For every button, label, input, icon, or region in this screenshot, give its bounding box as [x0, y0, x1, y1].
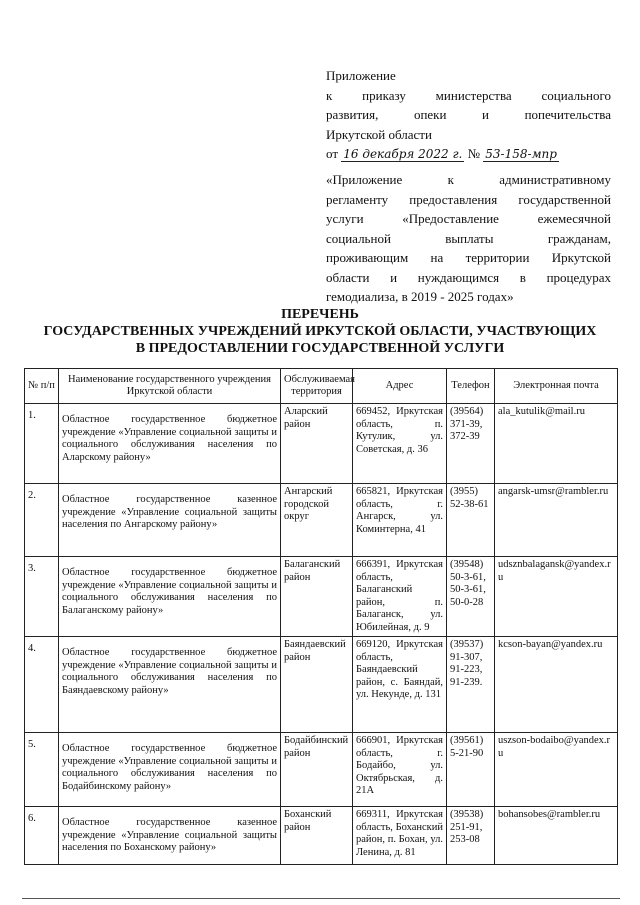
row-phone: (39548) 50-3-61, 50-3-61, 50-0-28 [447, 557, 495, 637]
appendix-line-1: к приказу министерства социального [326, 87, 611, 103]
regulation-line: «Приложение к административному [326, 172, 611, 187]
row-phone: (39561) 5-21-90 [447, 733, 495, 807]
row-territory: Аларский район [281, 404, 353, 484]
row-territory: Балаганский район [281, 557, 353, 637]
table-row [25, 557, 618, 637]
row-address: 669311, Иркутская область, Боханский район, п. Бохан, ул. Ленина, д. 81 [353, 807, 447, 865]
handwritten-date: 16 декабря 2022 г. [343, 147, 463, 161]
heading-line-2: ГОСУДАРСТВЕННЫХ УЧРЕЖДЕНИЙ ИРКУТСКОЙ ОБЛАСТИ, УЧАСТВУЮЩИХ [43, 324, 597, 339]
institutions-table [24, 368, 618, 865]
row-name: Областное государственное казенное учреждение «Управление социальной защиты населения по Боханскому району» [59, 807, 281, 865]
row-address: 666391, Иркутская область, Балаганский район, п. Балаганск, ул. Юбилейная, д. 9 [353, 557, 447, 637]
table-row [25, 637, 618, 733]
row-email: uszson-bodaibo@yandex.ru [495, 733, 618, 807]
row-phone: (3955) 52-38-61 [447, 484, 495, 557]
appendix-date-line [326, 144, 611, 164]
from-label: от [326, 146, 339, 161]
table-header-row [25, 369, 618, 404]
row-phone: (39538) 251-91, 253-08 [447, 807, 495, 865]
row-phone: (39564) 371-39, 372-39 [447, 404, 495, 484]
header-email: Электронная почта [495, 369, 618, 404]
row-name: Областное государственное казенное учреждение «Управление социальной защиты населения по Ангарскому району» [59, 484, 281, 557]
row-address: 669120, Иркутская область, Баяндаевский район, с. Баяндай, ул. Некунде, д. 131 [353, 637, 447, 733]
table-row [25, 807, 618, 865]
row-phone: (39537) 91-307, 91-223, 91-239. [447, 637, 495, 733]
table-row [25, 404, 618, 484]
page-bottom-rule [22, 898, 620, 899]
row-email: kcson-bayan@yandex.ru [495, 637, 618, 733]
row-address: 669452, Иркутская область, п. Кутулик, ул. Советская, д. 36 [353, 404, 447, 484]
regulation-reference [326, 170, 611, 307]
row-num: 1. [25, 404, 59, 484]
appendix-block [326, 66, 611, 164]
row-email: udsznbalagansk@yandex.ru [495, 557, 618, 637]
row-email: bohansobes@rambler.ru [495, 807, 618, 865]
appendix-line-3: Иркутской области [326, 126, 432, 142]
row-email: angarsk-umsr@rambler.ru [495, 484, 618, 557]
heading-line-1: ПЕРЕЧЕНЬ [281, 307, 359, 322]
handwritten-number: 53-158-мпр [485, 147, 557, 161]
regulation-line: социальной выплаты гражданам, [326, 230, 611, 246]
row-name: Областное государственное бюджетное учреждение «Управление социальной защиты и социального обслуживания населения по Аларскому району» [59, 404, 281, 484]
appendix-title: Приложение [326, 68, 396, 83]
header-phone: Телефон [447, 369, 495, 404]
header-territory: Обслуживаемая территория [281, 369, 353, 404]
regulation-line: регламенту предоставления государственной [326, 191, 611, 207]
table-row [25, 484, 618, 557]
regulation-line: услуги «Предоставление ежемесячной [326, 211, 611, 226]
document-heading [20, 306, 620, 357]
regulation-line: гемодиализа, в 2019 - 2025 годах» [326, 289, 514, 304]
number-label: № [467, 146, 481, 161]
table-row [25, 733, 618, 807]
regulation-line: проживающим на территории Иркутской [326, 250, 611, 265]
regulation-line: области и нуждающимся в процедурах [326, 269, 611, 285]
row-email: ala_kutulik@mail.ru [495, 404, 618, 484]
row-num: 2. [25, 484, 59, 557]
row-name: Областное государственное бюджетное учреждение «Управление социальной защиты и социального обслуживания населения по Балаганскому району» [59, 557, 281, 637]
row-territory: Бодайбинский район [281, 733, 353, 807]
header-address: Адрес [353, 369, 447, 404]
row-num: 5. [25, 733, 59, 807]
row-name: Областное государственное бюджетное учреждение «Управление социальной защиты и социального обслуживания населения по Баяндаевскому району» [59, 637, 281, 733]
appendix-line-2: развития, опеки и попечительства [326, 107, 611, 122]
row-num: 4. [25, 637, 59, 733]
row-num: 6. [25, 807, 59, 865]
heading-line-3: В ПРЕДОСТАВЛЕНИИ ГОСУДАРСТВЕННОЙ УСЛУГИ [135, 341, 505, 356]
row-address: 666901, Иркутская область, г. Бодайбо, ул. Октябрьская, д. 21А [353, 733, 447, 807]
header-name: Наименование государственного учреждения Иркутской области [59, 369, 281, 404]
row-address: 665821, Иркутская область, г. Ангарск, ул. Коминтерна, 41 [353, 484, 447, 557]
row-territory: Ангарский городской округ [281, 484, 353, 557]
row-territory: Боханский район [281, 807, 353, 865]
row-territory: Баяндаевский район [281, 637, 353, 733]
header-num: № п/п [25, 369, 59, 404]
row-num: 3. [25, 557, 59, 637]
row-name: Областное государственное бюджетное учреждение «Управление социальной защиты и социального обслуживания населения по Бодайбинскому району» [59, 733, 281, 807]
